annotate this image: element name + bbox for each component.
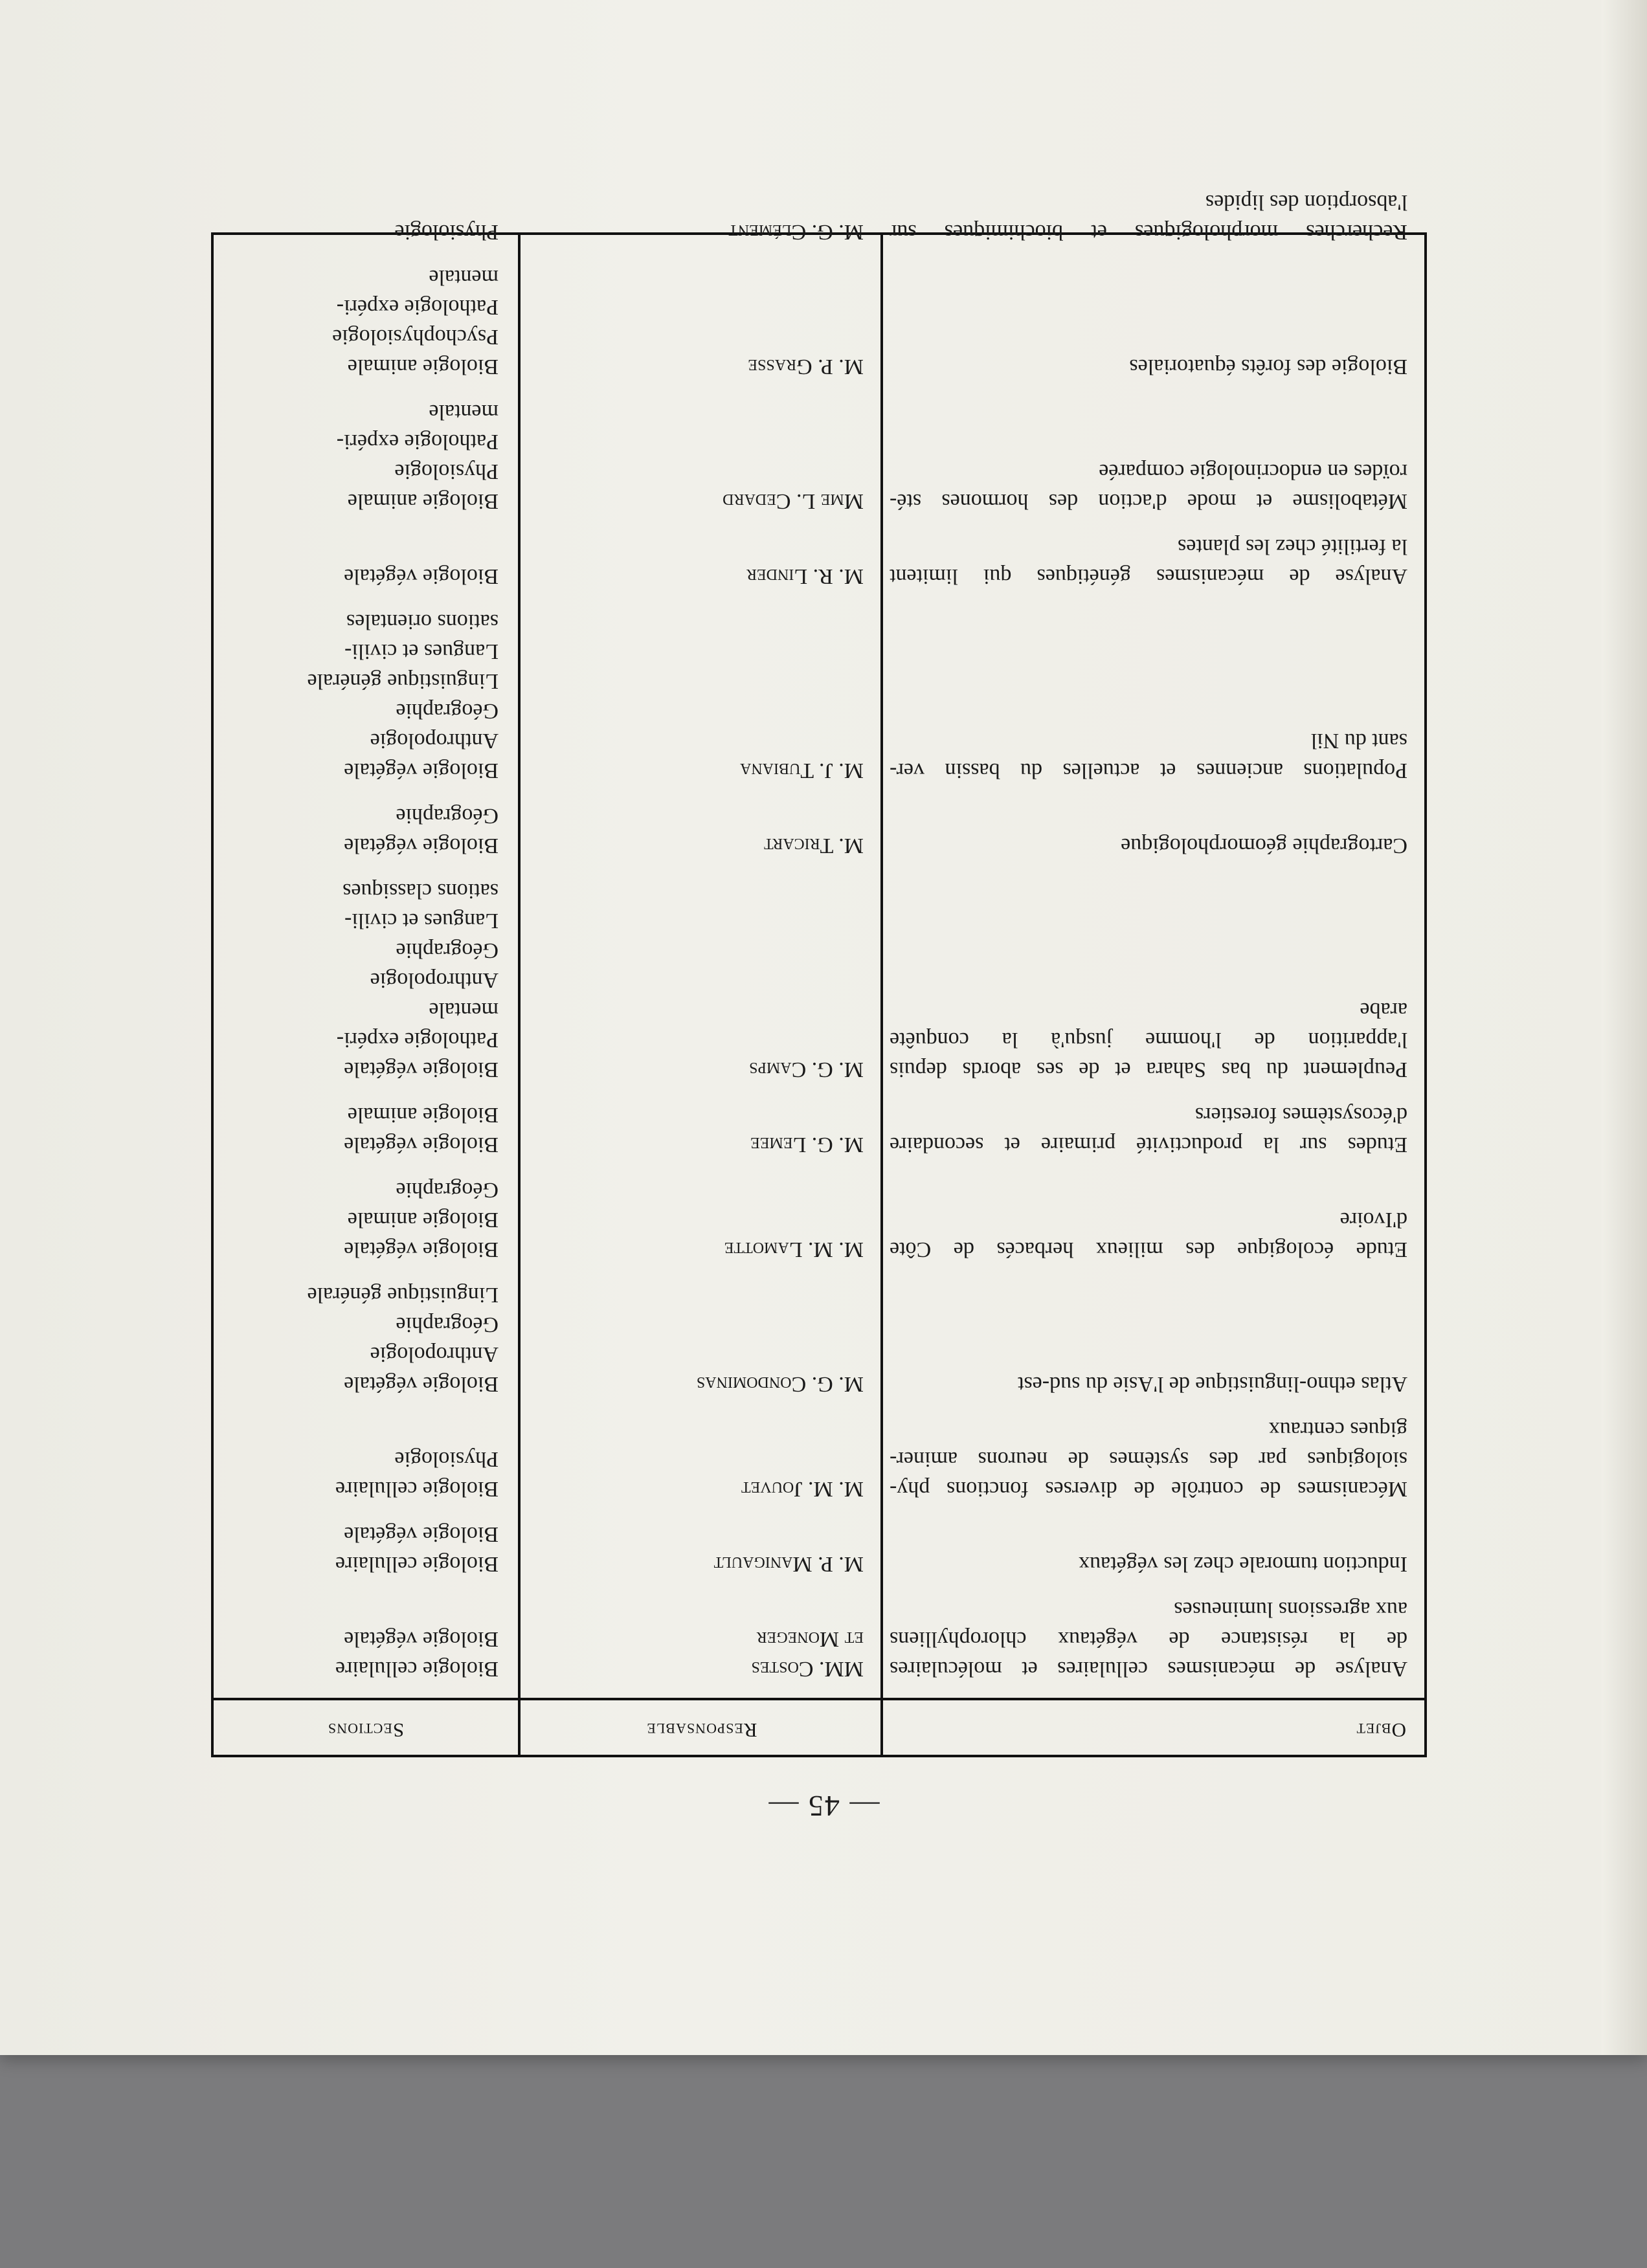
- cell-sections: [214, 1444, 499, 1504]
- section-line: Biologie végétale: [344, 1522, 499, 1546]
- responsable-line: M. G. Camps: [749, 1058, 864, 1082]
- cell-responsable: [527, 830, 864, 860]
- section-line: Géographie: [396, 1178, 499, 1202]
- page-number: — 45 —: [767, 1790, 880, 1823]
- objet-line: d'écosystèmes forestiers: [1194, 1103, 1407, 1127]
- cell-responsable: [527, 1054, 864, 1084]
- cell-objet: [890, 1549, 1407, 1579]
- responsable-line: M. J. Tubiana: [740, 759, 864, 783]
- cell-sections: [214, 1175, 499, 1264]
- section-line: Pathologie expéri-: [336, 295, 499, 319]
- section-line: mentale: [429, 265, 499, 289]
- table-row: [214, 397, 1424, 516]
- objet-line: de la résistance de végétaux chlorophylliens: [890, 1627, 1407, 1651]
- objet-line: aux agressions lumineuses: [1174, 1597, 1407, 1621]
- table-row: [214, 1519, 1424, 1579]
- objet-line: Peuplement du bas Sahara et de ses abords depuis: [890, 1058, 1407, 1082]
- section-line: Biologie animale: [347, 1103, 499, 1127]
- cell-responsable: [527, 351, 864, 381]
- responsable-line: M. G. Lemee: [750, 1133, 864, 1157]
- cell-sections: [214, 1624, 499, 1684]
- objet-line: Analyse de mécanismes cellulaires et moléculaires: [890, 1657, 1407, 1681]
- responsable-line: M. M. Jouvet: [741, 1477, 864, 1501]
- cell-sections: [214, 1519, 499, 1579]
- section-line: Biologie végétale: [344, 564, 499, 588]
- cell-responsable: [527, 1624, 864, 1684]
- objet-line: giques centraux: [1268, 1418, 1407, 1441]
- cell-responsable: [527, 217, 864, 247]
- section-line: Anthropologie: [370, 729, 499, 753]
- cell-sections: [214, 262, 499, 381]
- section-line: Anthropologie: [370, 968, 499, 992]
- section-line: sations orientales: [346, 610, 499, 634]
- section-line: Biologie animale: [347, 489, 499, 513]
- cell-sections: [214, 1100, 499, 1159]
- cell-objet: [890, 995, 1407, 1084]
- objet-line: la fertilité chez les plantes: [1178, 535, 1407, 559]
- cell-sections: [214, 1280, 499, 1399]
- cell-sections: [214, 606, 499, 785]
- cell-objet: [890, 1205, 1407, 1264]
- objet-line: l'absorption des lipides: [1205, 190, 1407, 214]
- cell-objet: [890, 1100, 1407, 1159]
- cell-objet: [890, 531, 1407, 591]
- cell-sections: [214, 801, 499, 860]
- objet-line: siologiques par des systèmes de neurons aminer-: [890, 1447, 1407, 1471]
- table-row: [214, 606, 1424, 785]
- cell-responsable: [527, 755, 864, 785]
- objet-line: Atlas ethno-linguistique de l'Asie du sud-est: [1018, 1372, 1407, 1396]
- objet-line: arabe: [1360, 998, 1407, 1022]
- table-row: [214, 1280, 1424, 1399]
- objet-line: Etudes sur la productivité primaire et secondaire: [890, 1133, 1407, 1157]
- section-line: Biologie végétale: [344, 1372, 499, 1396]
- responsable-line: M. R. Linder: [746, 564, 864, 588]
- cell-responsable: [527, 1474, 864, 1504]
- cell-responsable: [527, 486, 864, 516]
- section-line: Géographie: [396, 699, 499, 723]
- section-line: Linguistique générale: [307, 669, 499, 693]
- table-row: [214, 801, 1424, 860]
- cell-sections: [214, 217, 499, 247]
- header-rule: [214, 1698, 1424, 1700]
- section-line: Langues et civili-: [344, 909, 499, 933]
- objet-line: Etude écologique des milieux herbacés de Côte: [890, 1238, 1407, 1262]
- section-line: Langues et civili-: [344, 639, 499, 663]
- section-line: Biologie végétale: [344, 1238, 499, 1262]
- section-line: Biologie végétale: [344, 759, 499, 783]
- section-line: Physiologie: [394, 220, 499, 244]
- cell-objet: [890, 830, 1407, 860]
- cell-responsable: [527, 561, 864, 591]
- section-line: mentale: [429, 400, 499, 424]
- responsable-line: M. P. Manigault: [713, 1552, 864, 1576]
- section-line: Biologie animale: [347, 1208, 499, 1232]
- responsable-line: et Moneger: [756, 1627, 864, 1651]
- cell-responsable: [527, 1234, 864, 1264]
- section-line: Géographie: [396, 939, 499, 962]
- table-row: [214, 1414, 1424, 1504]
- cell-objet: [890, 1414, 1407, 1504]
- header-objet: Objet: [1356, 1719, 1406, 1742]
- section-line: Biologie animale: [347, 355, 499, 379]
- responsable-line: Mme L. Cedard: [723, 489, 864, 513]
- cell-objet: [890, 726, 1407, 785]
- objet-line: Analyse de mécanismes génétiques qui limitent: [890, 564, 1407, 588]
- section-line: Géographie: [396, 1313, 499, 1337]
- cell-sections: [214, 397, 499, 516]
- section-line: Anthropologie: [370, 1342, 499, 1366]
- section-line: Pathologie expéri-: [336, 1028, 499, 1052]
- cell-responsable: [527, 1129, 864, 1159]
- section-line: sations classiques: [342, 879, 499, 903]
- section-line: Psychophysiologie: [332, 325, 499, 349]
- responsable-line: M. G. Clément: [728, 220, 864, 244]
- header-sections: Sections: [327, 1719, 405, 1742]
- section-line: Pathologie expéri-: [336, 430, 499, 454]
- objet-line: Populations anciennes et actuelles du bassin ver-: [890, 759, 1407, 783]
- responsable-line: M. M. Lamotte: [724, 1238, 864, 1262]
- cell-objet: [890, 1594, 1407, 1684]
- section-line: Biologie cellulaire: [335, 1552, 499, 1576]
- section-line: Biologie végétale: [344, 1058, 499, 1082]
- cell-sections: [214, 876, 499, 1084]
- cell-objet: [890, 187, 1407, 247]
- objet-line: Recherches morphologiques et biochimiques sur: [890, 220, 1407, 244]
- objet-line: Induction tumorale chez les végétaux: [1079, 1552, 1407, 1576]
- cell-objet: [890, 1369, 1407, 1399]
- table-row: [214, 531, 1424, 591]
- table-body: [214, 172, 1424, 1684]
- section-line: Physiologie: [394, 460, 499, 484]
- table-row: [214, 1175, 1424, 1264]
- table-row: [214, 187, 1424, 247]
- table-row: [214, 876, 1424, 1084]
- objet-line: d'Ivoire: [1339, 1208, 1407, 1232]
- objet-line: l'apparition de l'homme jusqu'à la conquête: [890, 1028, 1407, 1052]
- responsable-line: M. Tricart: [764, 834, 864, 858]
- responsable-line: MM. Costes: [751, 1657, 864, 1681]
- table-row: [214, 262, 1424, 381]
- objet-line: Cartographie géomorphologique: [1121, 834, 1407, 858]
- cell-objet: [890, 456, 1407, 516]
- responsable-line: M. P. Grasse: [748, 355, 864, 379]
- cell-objet: [890, 351, 1407, 381]
- table-row: [214, 1594, 1424, 1684]
- table-row: [214, 1100, 1424, 1159]
- section-line: Biologie cellulaire: [335, 1657, 499, 1681]
- objet-line: Mécanismes de contrôle de diverses fonctions phy-: [890, 1477, 1407, 1501]
- objet-line: Biologie des forêts équatoriales: [1129, 355, 1407, 379]
- section-line: Biologie végétale: [344, 1133, 499, 1157]
- section-line: Biologie cellulaire: [335, 1477, 499, 1501]
- objet-line: roïdes en endocrinologie comparée: [1099, 460, 1407, 484]
- section-line: Géographie: [396, 804, 499, 828]
- cell-responsable: [527, 1549, 864, 1579]
- section-line: Physiologie: [394, 1447, 499, 1471]
- header-responsable: Responsable: [646, 1719, 757, 1742]
- cell-responsable: [527, 1369, 864, 1399]
- section-line: mentale: [429, 998, 499, 1022]
- cell-sections: [214, 561, 499, 591]
- objet-line: Métabolisme et mode d'action des hormones sté-: [890, 489, 1407, 513]
- research-table: [211, 190, 1427, 1757]
- objet-line: sant du Nil: [1310, 729, 1407, 753]
- responsable-line: M. G. Condominas: [696, 1372, 864, 1396]
- section-line: Biologie végétale: [344, 1627, 499, 1651]
- section-line: Linguistique générale: [307, 1283, 499, 1307]
- section-line: Biologie végétale: [344, 834, 499, 858]
